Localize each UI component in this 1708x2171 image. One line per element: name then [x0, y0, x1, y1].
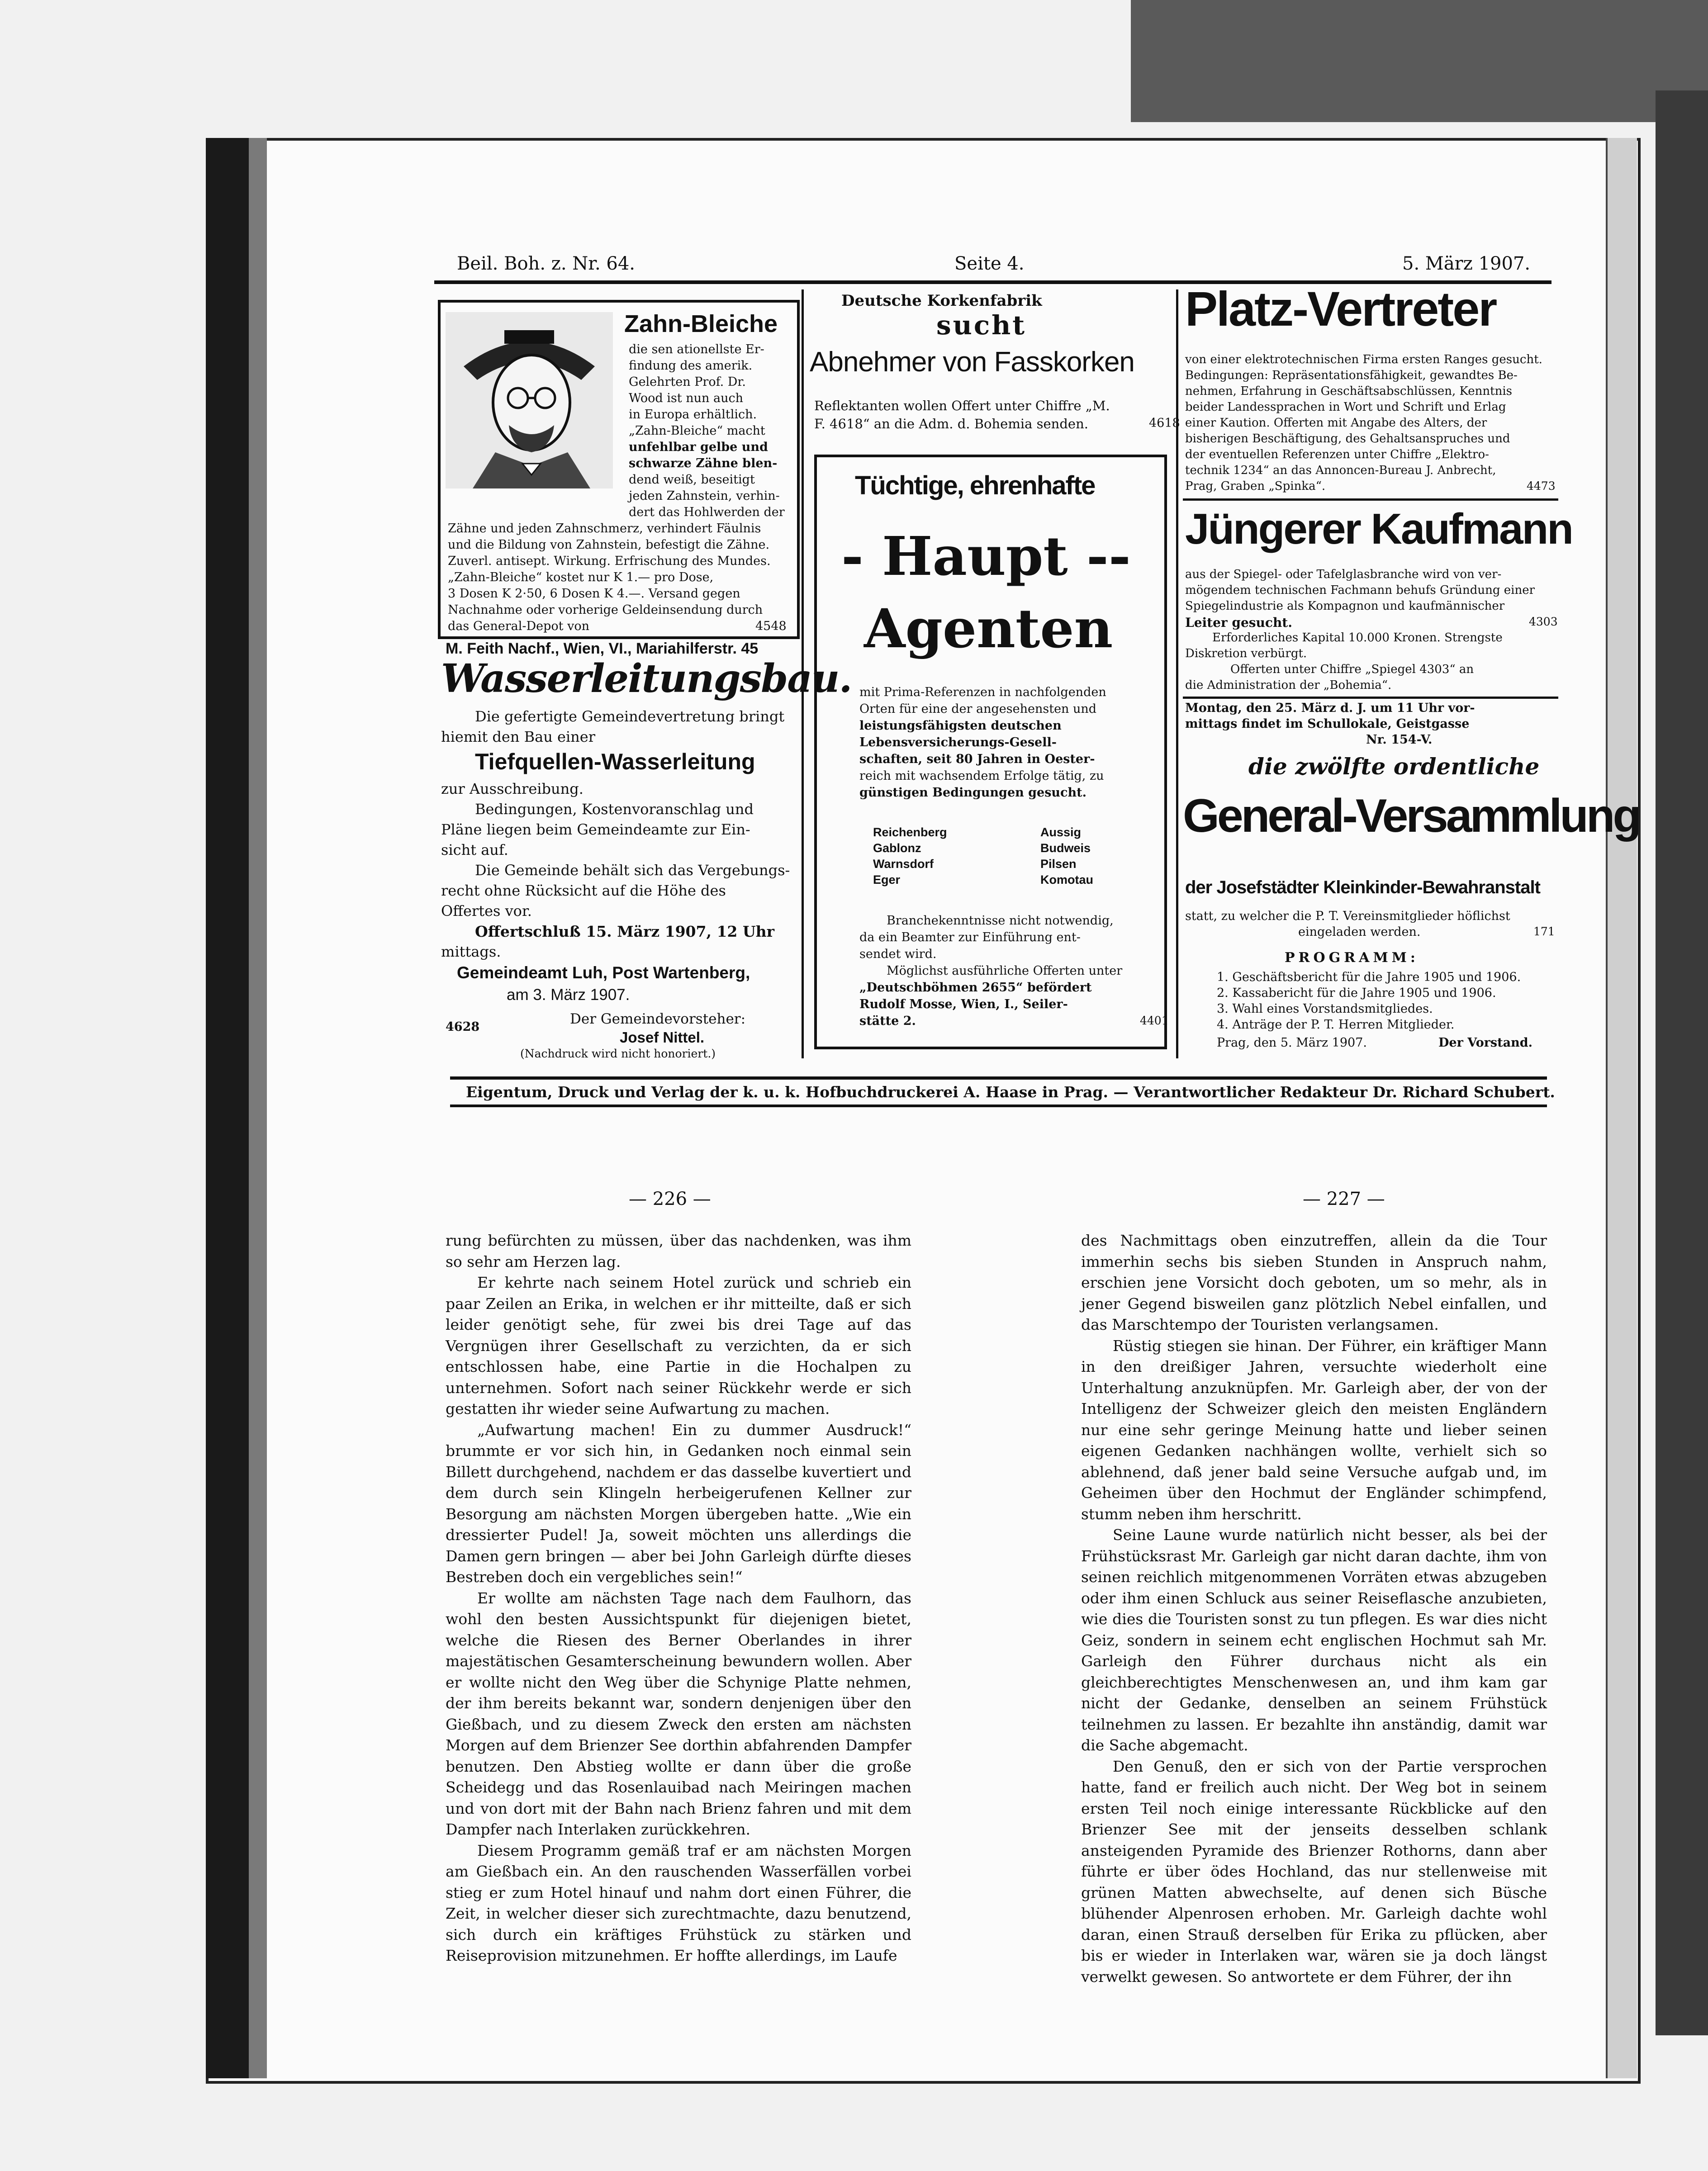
- paragraph: Rüstig stiegen sie hinan. Der Führer, ein kräftiger Mann in den dreißiger Jahren, versuchte wiederholt eine Unterhaltung anzuknüpfen. Mr. Garleigh aber, der von der Intelligenz der Schweizer gleich den meisten Engländern nur eine sehr geringe Meinung hatte und lieber seinen eigenen Gedanken nachhängen wollte, verhielt sich so ablehnend, daß jener bald seine Versuche aufgab und, im Geheimen über den Hochmut der Engländer schimpfend, stumm neben ihm herschritt.: [1081, 1337, 1547, 1523]
- paragraph: Den Genuß, den er sich von der Partie versprochen hatte, fand er freilich auch nicht. Der Weg bot in seinem ersten Teil noch einige interessante Rückblicke auf den Brienzer See mit der jenseits desselben schlank ansteigenden Pyramide des Brienzer Rothorns, dann aber führte er über ödes Hochland, das nur stellenweise mit grünen Matten abwechselte, auf denen sich Büsche blühender Alpenrosen erhoben. Mr. Garleigh dachte wohl daran, einen Strauß derselben für Erika zu pflücken, aber bis er wieder in Interlaken war, wären sie ja doch längst verwelkt gewesen. So antwortete er dem Führer, der ihn: [1081, 1757, 1547, 1986]
- kaufmann-title: Jüngerer Kaufmann: [1185, 505, 1572, 553]
- wasser-line: Offertes vor.: [441, 902, 532, 920]
- imprint-line: Eigentum, Druck und Verlag der k. u. k. Hofbuchdruckerei A. Haase in Prag. — Verantwortlicher Redakteur Dr. Richard Schubert.: [466, 1083, 1555, 1101]
- wasser-line: sicht auf.: [441, 841, 508, 858]
- versammlung-date: Prag, den 5. März 1907.: [1217, 1036, 1367, 1050]
- zahn-line: 3 Dosen K 2·50, 6 Dosen K 4.—. Versand gegen: [448, 587, 740, 601]
- professor-portrait-illustration: [446, 312, 613, 488]
- versammlung-intro: Nr. 154-V.: [1366, 733, 1433, 747]
- zahn-code: 4548: [755, 619, 787, 633]
- versammlung-intro: Montag, den 25. März d. J. um 11 Uhr vor-: [1185, 701, 1475, 715]
- agenten-line: günstigen Bedingungen gesucht.: [859, 786, 1086, 800]
- agenten-line2: da ein Beamter zur Einführung ent-: [859, 930, 1081, 944]
- versammlung-line1: die zwölfte ordentliche: [1248, 753, 1540, 780]
- platz-rule: [1183, 498, 1558, 501]
- zahn-line: Nachnahme oder vorherige Geldeinsendung durch: [448, 603, 763, 617]
- zahn-line: dert das Hohlwerden der: [629, 505, 785, 519]
- zahn-line: „Zahn-Bleiche“ macht: [629, 424, 765, 438]
- wasser-sign1: Gemeindeamt Luh, Post Wartenberg,: [457, 963, 750, 982]
- platz-line: bisherigen Beschäftigung, des Gehaltsanspruches und: [1185, 432, 1510, 446]
- versammlung-programm: PROGRAMM:: [1285, 950, 1419, 966]
- platz-code: 4473: [1527, 479, 1556, 493]
- agenten-line1: Tüchtige, ehrenhafte: [855, 471, 1095, 500]
- versammlung-sign: Der Vorstand.: [1438, 1036, 1532, 1050]
- versammlung-item: 4. Anträge der P. T. Herren Mitglieder.: [1217, 1018, 1455, 1032]
- left-page-number: — 226 —: [629, 1189, 711, 1209]
- footer-rule-top: [450, 1076, 1547, 1080]
- zahn-line: und die Bildung von Zahnstein, befestigt die Zähne.: [448, 538, 770, 552]
- agenten-place: Aussig: [1040, 825, 1082, 839]
- page-edges: [1606, 138, 1637, 2078]
- agenten-place: Budweis: [1040, 841, 1091, 855]
- platz-line: nehmen, Erfahrung in Geschäftsabschlüssen, Kenntnis: [1185, 384, 1512, 398]
- book-spine: [206, 138, 249, 2078]
- agenten-line: leistungsfähigsten deutschen: [859, 719, 1062, 733]
- platz-title: Platz-Vertreter: [1185, 281, 1496, 336]
- agenten-place: Warnsdorf: [873, 857, 934, 871]
- kaufmann-line: Diskretion verbürgt.: [1185, 647, 1307, 660]
- platz-line: einer Kaution. Offerten mit Angabe des Alters, der: [1185, 416, 1487, 430]
- wasser-line: Offertschluß 15. März 1907, 12 Uhr: [475, 923, 775, 940]
- zahn-line: „Zahn-Bleiche“ kostet nur K 1.— pro Dose,: [448, 570, 714, 584]
- paragraph: rung befürchten zu müssen, über das nachdenken, was ihm so sehr am Herzen lag.: [446, 1232, 911, 1270]
- korken-line4: Reflektanten wollen Offert unter Chiffre „M.: [814, 398, 1110, 413]
- wasser-line: Bedingungen, Kostenvoranschlag und: [475, 801, 754, 818]
- platz-line: von einer elektrotechnischen Firma ersten Ranges gesucht.: [1185, 353, 1542, 366]
- zahn-line: dend weiß, beseitigt: [629, 473, 755, 487]
- paragraph: Seine Laune wurde natürlich nicht besser, als bei der Frühstücksrast Mr. Garleigh gar nicht daran dachte, ihm von seinen reichlich mitgenommenen Vorräten etwas abzugeben oder ihm einen Schluck aus seiner Reiseflasche anzubieten, wie dies die Touristen sonst zu tun pflegen. Es war dies nicht Geiz, sondern in seinem echt englischen Hochmut sah Mr. Garleigh den Führer durchaus nicht als ein gleichberechtigtes Menschenwesen an, und ihm kam gar nicht der Gedanke, denselben an seinem Frühstück teilnehmen zu lassen. Er bezahlte ihn anständig, damit war die Sache abgemacht.: [1081, 1526, 1547, 1754]
- versammlung-line2: der Josefstädter Kleinkinder-Bewahranstalt: [1185, 877, 1540, 897]
- korken-line1: Deutsche Korkenfabrik: [841, 292, 1042, 310]
- paragraph: Er kehrte nach seinem Hotel zurück und schrieb ein paar Zeilen an Erika, in welchen er ihr mitteilte, daß er sich leider genötigt sehe, für zwei bis drei Tage auf das Vergnügen ihrer Gesellschaft zu verzichten, da er sich entschlossen habe, eine Partie in die Hochalpen zu unternehmen. Sofort nach seiner Rückkehr werde er sich gestatten ihr wieder seine Aufwartung zu machen.: [446, 1274, 911, 1417]
- versammlung-item: 3. Wahl eines Vorstandsmitgliedes.: [1217, 1002, 1433, 1016]
- agenten-line2: Möglichst ausführliche Offerten unter: [887, 964, 1123, 978]
- wasser-subtitle: Tiefquellen-Wasserleitung: [475, 749, 755, 774]
- wasser-p1b: hiemit den Bau einer: [441, 728, 595, 745]
- agenten-line: schaften, seit 80 Jahren in Oester-: [859, 752, 1095, 766]
- scan-shadow-right: [1656, 90, 1708, 2035]
- agenten-place: Reichenberg: [873, 825, 947, 839]
- kaufmann-rule: [1183, 697, 1558, 699]
- platz-line: der eventuellen Referenzen unter Chiffre „Elektro-: [1185, 448, 1489, 461]
- wasser-sign4: Josef Nittel.: [620, 1029, 705, 1046]
- kaufmann-line: aus der Spiegel- oder Tafelglasbranche wird von ver-: [1185, 568, 1502, 581]
- agenten-place: Pilsen: [1040, 857, 1077, 871]
- agenten-place: Komotau: [1040, 873, 1093, 886]
- wasser-line: recht ohne Rücksicht auf die Höhe des: [441, 882, 726, 899]
- zahn-line: das General-Depot von: [448, 619, 589, 633]
- versammlung-title: General-Versammlung: [1183, 790, 1639, 842]
- wasser-sign2: am 3. März 1907.: [507, 986, 630, 1004]
- versammlung-code: 171: [1533, 925, 1555, 938]
- book-gutter: [249, 138, 267, 2078]
- agenten-line2: Rudolf Mosse, Wien, I., Seiler-: [859, 997, 1068, 1011]
- newspaper-header: [457, 253, 1542, 280]
- paragraph: Er wollte am nächsten Tage nach dem Faulhorn, das wohl den besten Aussichtspunkt für diejenigen bietet, welche die Riesen des Berner Oberlandes in ihrer majestätischen Gesamterscheinung bewundern wollen. Aber er wollte nicht den Weg über die Schynige Platte nehmen, der ihm bereits bekannt war, sondern denjenigen über den Gießbach, und zu diesem Zweck den ersten am nächsten Morgen auf dem Brienzer See dorthin abfahrenden Dampfer benutzen. Den Abstieg wollte er dann über die große Scheidegg und das Rosenlauibad nach Meiringen machen und von dort mit der Bahn nach Brienz fahren und mit dem Dampfer nach Interlaken zurückkehren.: [446, 1589, 911, 1838]
- kaufmann-line: die Administration der „Bohemia“.: [1185, 678, 1392, 692]
- versammlung-line3: statt, zu welcher die P. T. Vereinsmitglieder höflichst: [1185, 909, 1510, 923]
- wasser-line: Die Gemeinde behält sich das Vergebungs-: [475, 862, 790, 879]
- agenten-line3: Agenten: [864, 597, 1113, 660]
- scan-shadow-top: [1131, 0, 1708, 122]
- agenten-line2: Branchekenntnisse nicht notwendig,: [887, 914, 1114, 928]
- korken-line2: sucht: [936, 310, 1027, 341]
- kaufmann-line: Offerten unter Chiffre „Spiegel 4303“ an: [1230, 663, 1474, 676]
- agenten-code: 4401: [1140, 1014, 1169, 1027]
- korken-line3: Abnehmer von Fasskorken: [810, 346, 1134, 378]
- zahn-address: M. Feith Nachf., Wien, VI., Mariahilferstr. 45: [446, 640, 759, 657]
- agenten-line: reich mit wachsendem Erfolge tätig, zu: [859, 769, 1104, 783]
- paragraph: „Aufwartung machen! Ein zu dummer Ausdruck!“ brummte er vor sich hin, in Gedanken noch einmal sein Billett durchgehend, nachdem er das dasselbe kuvertiert und dem durch sein Klingeln herbeigerufenen Kellner zur Besorgung am nächsten Morgen übergeben hatte. „Wie ein dressierter Pudel! Ja, soweit möchten uns allerdings die Damen gern bringen — aber bei John Garleigh dürfte dieses Bestreben doch ein vergebliches sein!“: [446, 1421, 911, 1586]
- platz-line: technik 1234“ an das Annoncen-Bureau J. Anbrecht,: [1185, 464, 1496, 477]
- korken-line5: F. 4618“ an die Adm. d. Bohemia senden.: [814, 416, 1088, 431]
- zahn-line: unfehlbar gelbe und: [629, 440, 768, 454]
- wasser-line: Pläne liegen beim Gemeindeamte zur Ein-: [441, 821, 750, 838]
- agenten-line: Orten für eine der angesehensten und: [859, 702, 1097, 716]
- versammlung-line4: eingeladen werden.: [1298, 925, 1421, 939]
- zahn-line: Zuverl. antisept. Wirkung. Erfrischung des Mundes.: [448, 554, 771, 568]
- zahn-line: findung des amerik.: [629, 359, 753, 373]
- korken-code: 4618: [1149, 416, 1180, 430]
- issue-label: Beil. Boh. z. Nr. 64.: [457, 253, 636, 274]
- versammlung-item: 1. Geschäftsbericht für die Jahre 1905 und 1906.: [1217, 970, 1521, 984]
- zahn-line: Gelehrten Prof. Dr.: [629, 375, 746, 389]
- right-page-text: [1081, 1230, 1547, 1987]
- kaufmann-line: Leiter gesucht.: [1185, 615, 1292, 630]
- zahn-bleiche-title: Zahn-Bleiche: [624, 310, 778, 337]
- agenten-line2: „Deutschböhmen 2655“ befördert: [859, 981, 1092, 995]
- platz-line: beider Landessprachen in Wort und Schrift und Erlag: [1185, 400, 1506, 414]
- versammlung-item: 2. Kassabericht für die Jahre 1905 und 1906.: [1217, 986, 1496, 1000]
- wasser-p2: zur Ausschreibung.: [441, 780, 584, 797]
- agenten-line2: - Haupt --: [841, 525, 1131, 588]
- wasser-code: 4628: [446, 1020, 480, 1034]
- date-label: 5. März 1907.: [1402, 253, 1531, 274]
- agenten-place: Eger: [873, 873, 901, 886]
- left-page-text: [446, 1230, 911, 1967]
- zahn-line: in Europa erhältlich.: [629, 408, 757, 422]
- right-page-number: — 227 —: [1303, 1189, 1385, 1209]
- wasser-sign3: Der Gemeindevorsteher:: [570, 1011, 746, 1027]
- kaufmann-line: Erforderliches Kapital 10.000 Kronen. Strengste: [1212, 631, 1503, 645]
- agenten-place: Gablonz: [873, 841, 921, 855]
- zahn-line: jeden Zahnstein, verhin-: [629, 489, 780, 503]
- platz-line: Prag, Graben „Spinka“.: [1185, 479, 1326, 493]
- agenten-line2: sendet wird.: [859, 947, 937, 961]
- agenten-line2: stätte 2.: [859, 1014, 916, 1028]
- wasser-p1: Die gefertigte Gemeindevertretung bringt: [475, 708, 785, 725]
- footer-rule-bottom: [450, 1104, 1547, 1107]
- wasser-title: Wasserleitungsbau.: [441, 656, 852, 702]
- agenten-line: mit Prima-Referenzen in nachfolgenden: [859, 685, 1106, 699]
- versammlung-intro: mittags findet im Schullokale, Geistgasse: [1185, 717, 1470, 731]
- kaufmann-code: 4303: [1529, 615, 1558, 628]
- zahn-line: Zähne und jeden Zahnschmerz, verhindert Fäulnis: [448, 521, 761, 536]
- kaufmann-line: mögendem technischen Fachmann behufs Gründung einer: [1185, 583, 1535, 597]
- zahn-line: Wood ist nun auch: [629, 391, 743, 405]
- page-label: Seite 4.: [954, 253, 1025, 274]
- wasser-note: (Nachdruck wird nicht honoriert.): [520, 1047, 716, 1060]
- paragraph: Diesem Programm gemäß traf er am nächsten Morgen am Gießbach ein. An den rauschenden Wasserfällen vorbei stieg er zum Hotel hinauf und nahm dort einen Führer, die Zeit, in welcher dieser sich zurechtmachte, dazu benutzend, sich durch ein kräftiges Frühstück zu stärken und Reiseprovision mitzunehmen. Er hoffte allerdings, im Laufe: [446, 1841, 911, 1964]
- zahn-line: schwarze Zähne blen-: [629, 456, 778, 470]
- paragraph: des Nachmittags oben einzutreffen, allein da die Tour immerhin sechs bis sieben Stunden in Anspruch nahm, erschien jene Vorsicht doch geboten, um so mehr, als in jener Gegend bisweilen ganz plötzlich Nebel einfallen, und das Marschtempo der Touristen verlangsamen.: [1081, 1232, 1547, 1333]
- kaufmann-line: Spiegelindustrie als Kompagnon und kaufmännischer: [1185, 599, 1505, 613]
- wasser-line: mittags.: [441, 943, 501, 960]
- agenten-line: Lebensversicherungs-Gesell-: [859, 735, 1057, 749]
- column-rule-2: [1176, 289, 1178, 1058]
- platz-line: Bedingungen: Repräsentationsfähigkeit, gewandtes Be-: [1185, 369, 1518, 382]
- zahn-line: die sen ationellste Er-: [629, 342, 764, 356]
